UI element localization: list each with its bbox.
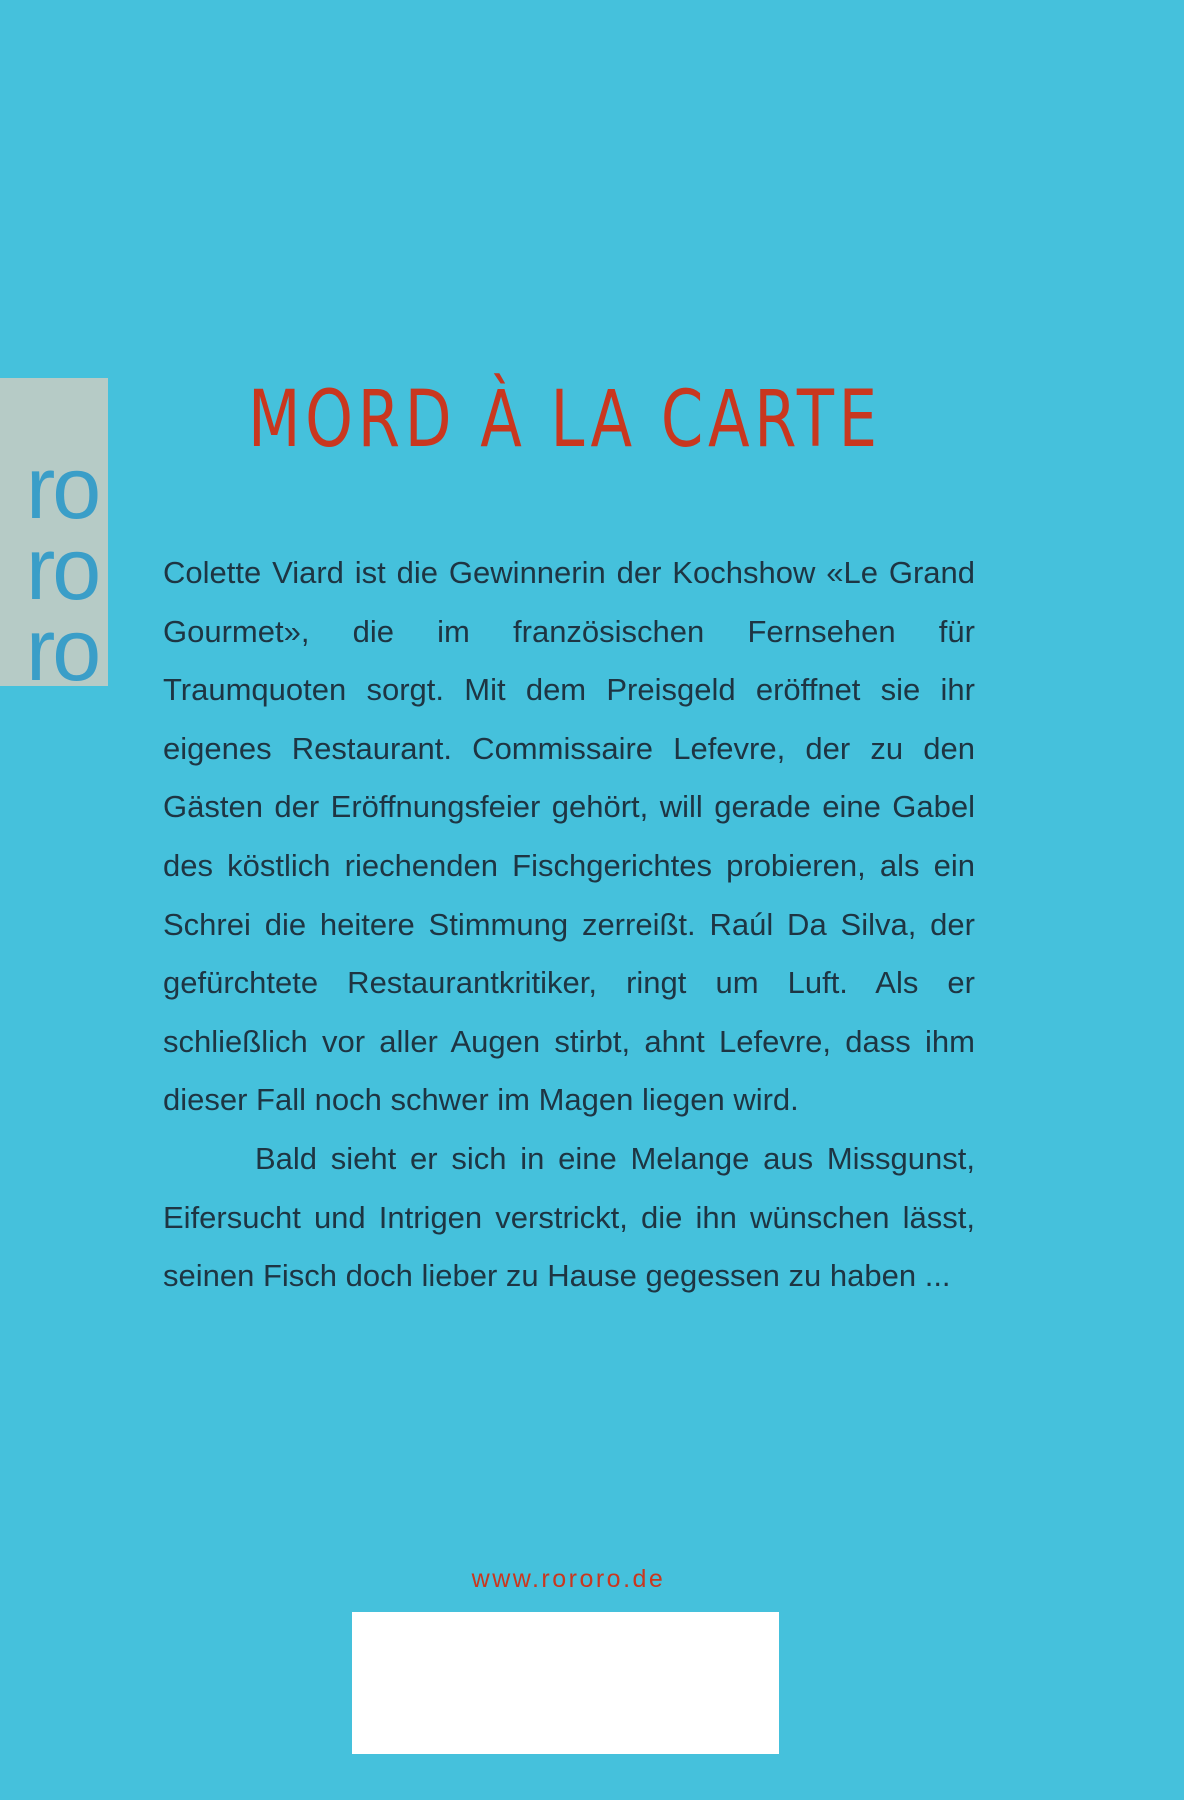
book-title: MORD À LA CARTE — [248, 375, 882, 465]
publisher-logo-line-2: ro — [26, 519, 99, 618]
publisher-logo-line-1: ro — [26, 438, 99, 537]
book-blurb — [163, 544, 975, 1306]
blurb-paragraph-1: Colette Viard ist die Gewinnerin der Kochshow «Le Grand Gourmet», die im französischen Fernsehen für Traumquoten sorgt. Mit dem Preisgeld eröffnet sie ihr eigenes Restaurant. Commissaire Lefevre, der zu den Gästen der Eröffnungsfeier gehört, will gerade eine Gabel des köstlich riechenden Fischgerichtes probieren, als ein Schrei die heitere Stimmung zerreißt. Raúl Da Silva, der gefürchtete Restaurantkritiker, ringt um Luft. Als er schließlich vor aller Augen stirbt, ahnt Lefevre, dass ihm dieser Fall noch schwer im Magen liegen wird. — [163, 555, 975, 1118]
blurb-paragraph-2: Bald sieht er sich in eine Melange aus Missgunst, Eifersucht und Intrigen verstrickt, die ihn wünschen lässt, seinen Fisch doch lieber zu Hause gegessen zu haben ... — [163, 1140, 975, 1294]
publisher-website: www.rororo.de — [471, 1565, 666, 1593]
barcode-area — [352, 1612, 779, 1754]
publisher-logo-line-3: ro — [26, 600, 99, 699]
